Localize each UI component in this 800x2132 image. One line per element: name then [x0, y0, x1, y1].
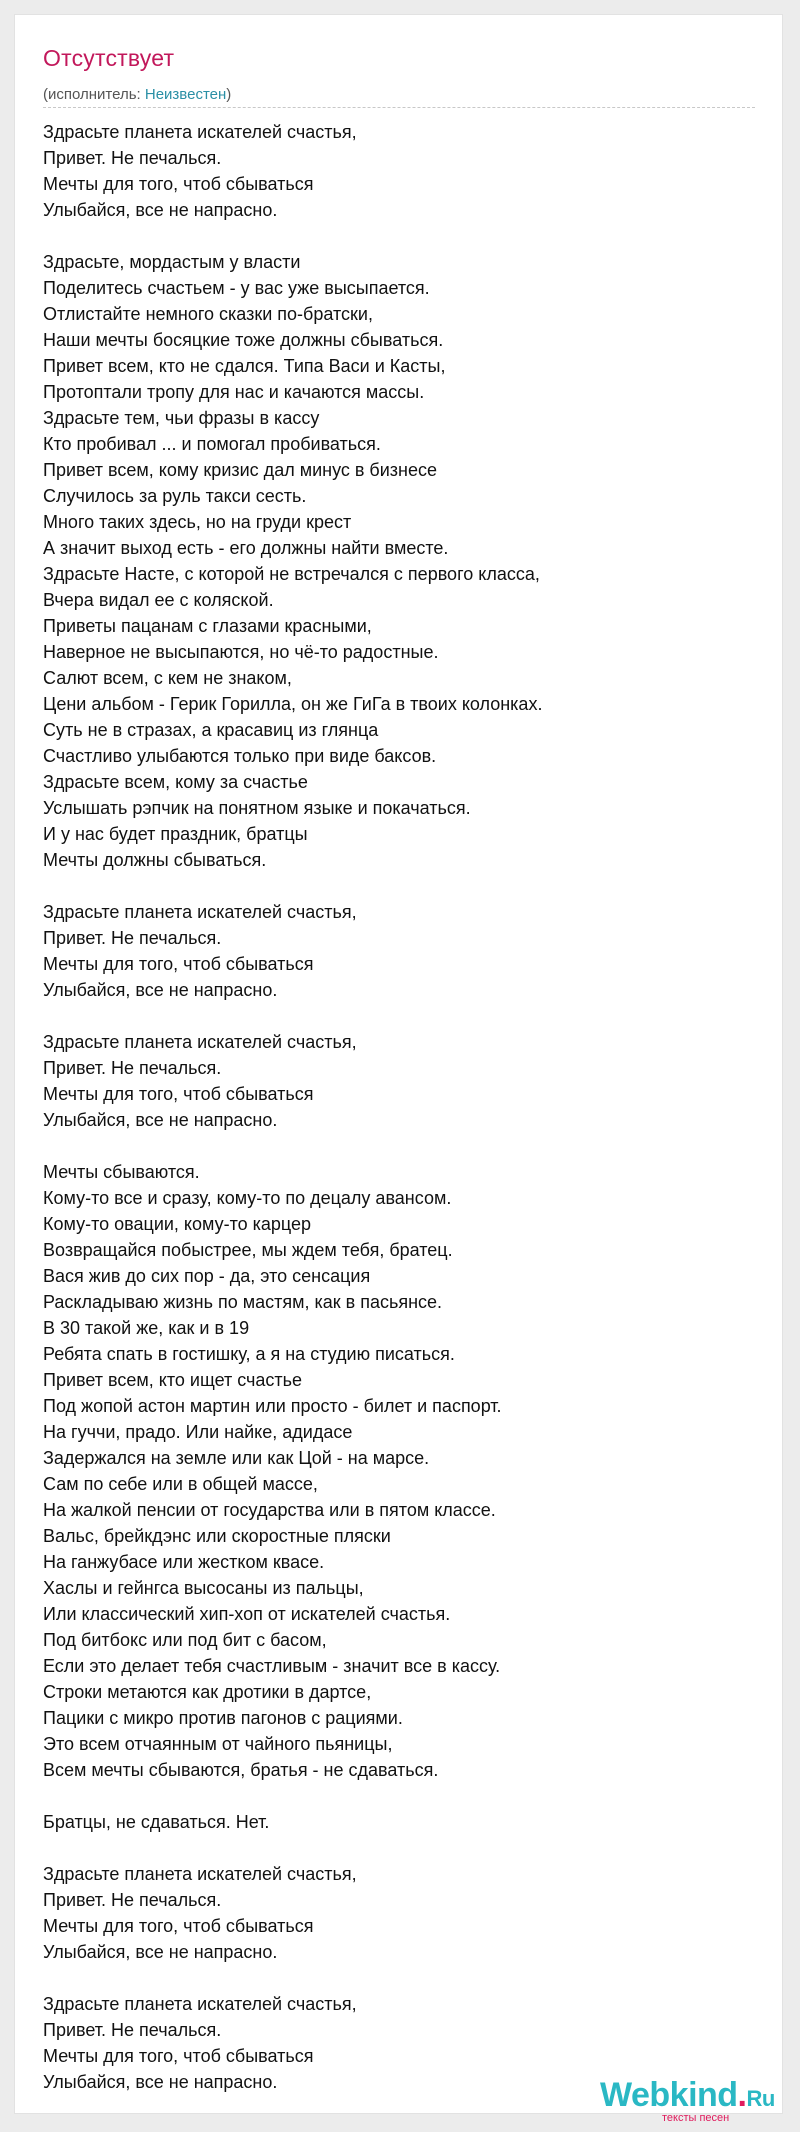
lyric-line: Братцы, не сдаваться. Нет.: [43, 1812, 270, 1832]
lyric-line: Ребята спать в гостишку, а я на студию писаться.: [43, 1344, 455, 1364]
site-logo[interactable]: [600, 2075, 780, 2131]
lyrics-stanza: [43, 899, 763, 1003]
lyric-line: А значит выход есть - его должны найти вместе.: [43, 538, 449, 558]
lyric-line: Здрасьте планета искателей счастья,: [43, 902, 357, 922]
artist-prefix: (исполнитель:: [43, 86, 145, 103]
lyric-line: Хаслы и гейнгса высосаны из пальцы,: [43, 1578, 364, 1598]
lyric-line: Привет всем, кто не сдался. Типа Васи и Касты,: [43, 356, 446, 376]
lyric-line: И у нас будет праздник, братцы: [43, 824, 308, 844]
lyric-line: Улыбайся, все не напрасно.: [43, 1942, 278, 1962]
lyric-line: Улыбайся, все не напрасно.: [43, 980, 278, 1000]
lyric-line: Вальс, брейкдэнс или скоростные пляски: [43, 1526, 391, 1546]
page-title: Отсутствует: [43, 45, 175, 71]
lyric-line: Привет. Не печалься.: [43, 1058, 222, 1078]
logo-dot: .: [737, 2076, 747, 2114]
lyric-line: Мечты должны сбываться.: [43, 850, 267, 870]
lyric-line: Улыбайся, все не напрасно.: [43, 1110, 278, 1130]
lyric-line: Счастливо улыбаются только при виде баксов.: [43, 746, 437, 766]
lyric-line: Мечты для того, чтоб сбываться: [43, 174, 314, 194]
lyric-line: Здрасьте планета искателей счастья,: [43, 1994, 357, 2014]
lyrics-stanza: [43, 1861, 763, 1965]
lyric-line: Возвращайся побыстрее, мы ждем тебя, братец.: [43, 1240, 453, 1260]
lyric-line: Приветы пацанам с глазами красными,: [43, 616, 372, 636]
lyrics-stanza: [43, 1029, 763, 1133]
lyric-line: Задержался на земле или как Цой - на марсе.: [43, 1448, 430, 1468]
lyric-line: Кто пробивал ... и помогал пробиваться.: [43, 434, 381, 454]
lyric-line: Это всем отчаянным от чайного пьяницы,: [43, 1734, 393, 1754]
lyric-line: На жалкой пенсии от государства или в пятом классе.: [43, 1500, 496, 1520]
artist-suffix: ): [226, 86, 232, 103]
lyric-line: Кому-то все и сразу, кому-то по децалу авансом.: [43, 1188, 452, 1208]
lyric-line: Под жопой астон мартин или просто - билет и паспорт.: [43, 1396, 502, 1416]
lyric-line: Вася жив до сих пор - да, это сенсация: [43, 1266, 371, 1286]
lyric-line: Здрасьте планета искателей счастья,: [43, 1864, 357, 1884]
lyric-line: Улыбайся, все не напрасно.: [43, 2072, 278, 2092]
lyric-line: Суть не в стразах, а красавиц из глянца: [43, 720, 379, 740]
lyric-line: Здрасьте, мордастым у власти: [43, 252, 301, 272]
lyric-line: Мечты сбываются.: [43, 1162, 200, 1182]
lyric-line: Привет всем, кто ищет счастье: [43, 1370, 303, 1390]
lyric-line: Привет. Не печалься.: [43, 928, 222, 948]
page-card: [14, 14, 783, 2124]
lyric-line: На ганжубасе или жестком квасе.: [43, 1552, 325, 1572]
lyric-line: Или классический хип-хоп от искателей счастья.: [43, 1604, 451, 1624]
logo-tagline: тексты песен: [662, 2112, 730, 2124]
lyric-line: Цени альбом - Герик Горилла, он же ГиГа в твоих колонках.: [43, 694, 543, 714]
lyrics-stanza: [43, 1809, 763, 1835]
lyric-line: Всем мечты сбываются, братья - не сдаваться.: [43, 1760, 439, 1780]
lyric-line: Привет. Не печалься.: [43, 2020, 222, 2040]
lyric-line: Много таких здесь, но на груди крест: [43, 512, 352, 532]
lyric-line: Здрасьте Насте, с которой не встречался с первого класса,: [43, 564, 540, 584]
lyric-line: Услышать рэпчик на понятном языке и покачаться.: [43, 798, 471, 818]
lyric-line: Наверное не высыпаются, но чё-то радостные.: [43, 642, 439, 662]
lyrics-body: [43, 119, 763, 2121]
lyric-line: Салют всем, с кем не знаком,: [43, 668, 292, 688]
lyric-line: На гуччи, прадо. Или найке, адидасе: [43, 1422, 353, 1442]
lyric-line: Здрасьте всем, кому за счастье: [43, 772, 308, 792]
lyric-line: Здрасьте планета искателей счастья,: [43, 1032, 357, 1052]
lyric-line: В 30 такой же, как и в 19: [43, 1318, 250, 1338]
artist-link[interactable]: Неизвестен: [144, 86, 227, 103]
lyric-line: Раскладываю жизнь по мастям, как в пасьянсе.: [43, 1292, 443, 1312]
lyrics-stanza: [43, 119, 763, 223]
lyric-line: Здрасьте планета искателей счастья,: [43, 122, 357, 142]
lyric-line: Кому-то овации, кому-то карцер: [43, 1214, 312, 1234]
lyric-line: Если это делает тебя счастливым - значит все в кассу.: [43, 1656, 501, 1676]
lyric-line: Привет. Не печалься.: [43, 148, 222, 168]
lyric-line: Мечты для того, чтоб сбываться: [43, 954, 314, 974]
lyric-line: Вчера видал ее с коляской.: [43, 590, 274, 610]
lyric-line: Здрасьте тем, чьи фразы в кассу: [43, 408, 320, 428]
title-divider: [43, 107, 755, 108]
logo-name: Webkind: [600, 2076, 738, 2114]
lyric-line: Мечты для того, чтоб сбываться: [43, 1084, 314, 1104]
lyric-line: Мечты для того, чтоб сбываться: [43, 2046, 314, 2066]
lyric-line: Отлистайте немного сказки по-братски,: [43, 304, 373, 324]
lyric-line: Протоптали тропу для нас и качаются массы.: [43, 382, 425, 402]
artist-line: [43, 85, 231, 105]
lyric-line: Улыбайся, все не напрасно.: [43, 200, 278, 220]
logo-tld: Ru: [746, 2086, 775, 2111]
lyric-line: Пацики с микро против пагонов с рациями.: [43, 1708, 403, 1728]
lyric-line: Наши мечты босяцкие тоже должны сбываться.: [43, 330, 444, 350]
lyric-line: Привет всем, кому кризис дал минус в бизнесе: [43, 460, 438, 480]
lyrics-stanza: [43, 1159, 763, 1783]
lyric-line: Мечты для того, чтоб сбываться: [43, 1916, 314, 1936]
lyrics-stanza: [43, 249, 763, 873]
lyric-line: Поделитесь счастьем - у вас уже высыпается.: [43, 278, 430, 298]
lyric-line: Строки метаются как дротики в дартсе,: [43, 1682, 372, 1702]
lyric-line: Случилось за руль такси сесть.: [43, 486, 307, 506]
lyric-line: Сам по себе или в общей массе,: [43, 1474, 318, 1494]
lyric-line: Привет. Не печалься.: [43, 1890, 222, 1910]
lyric-line: Под битбокс или под бит с басом,: [43, 1630, 327, 1650]
